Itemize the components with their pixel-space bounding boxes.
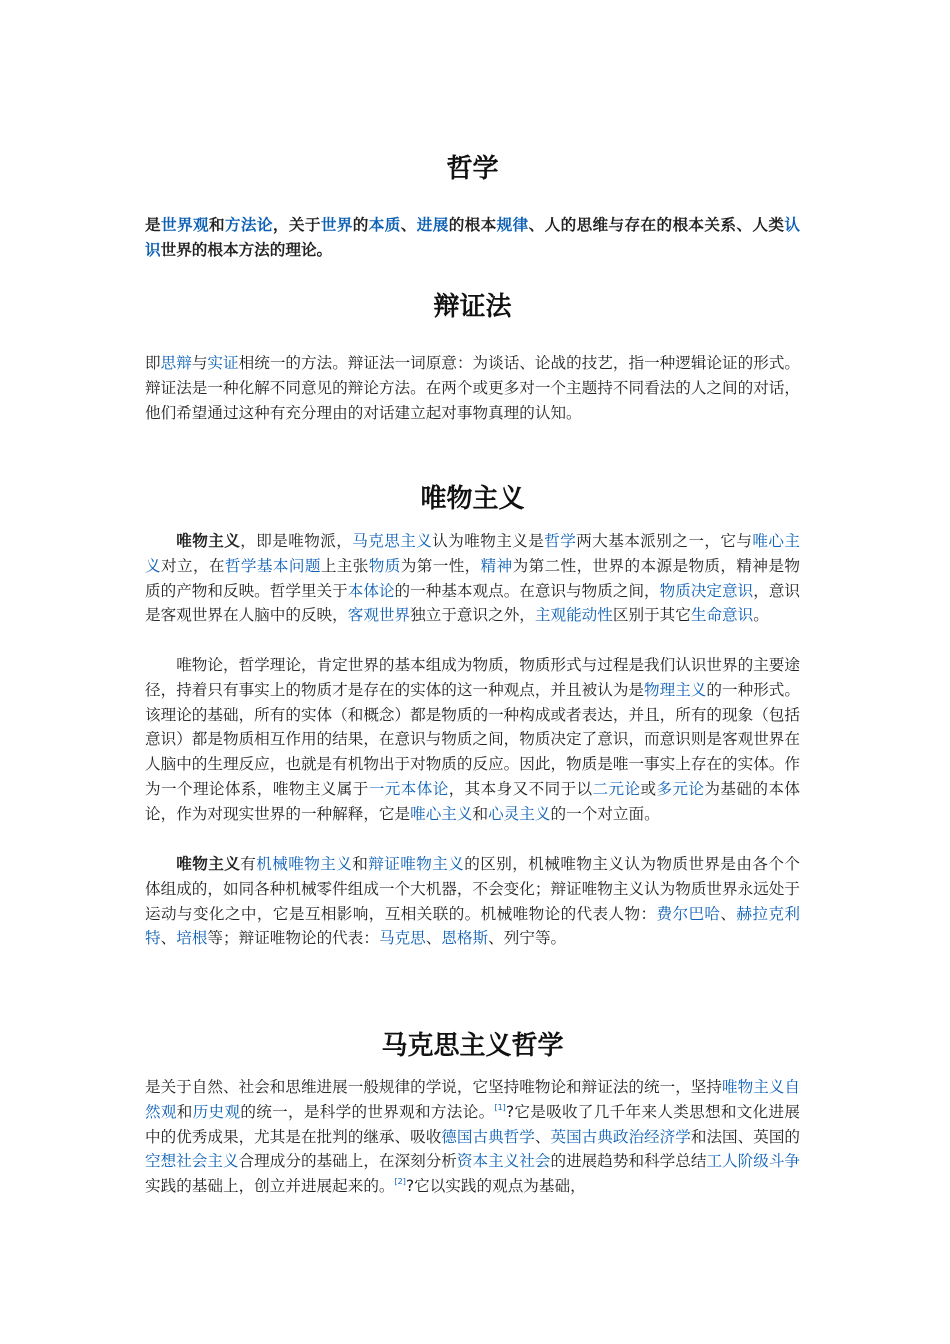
inline-link[interactable]: 世界 — [320, 216, 353, 234]
inline-link[interactable]: 德国古典哲学 — [441, 1127, 535, 1146]
text-run: ，关于 — [272, 216, 321, 234]
text-run: 上主张 — [320, 556, 369, 575]
inline-link[interactable]: 物质决定意识 — [659, 581, 754, 600]
inline-link[interactable]: 多元论 — [656, 779, 705, 798]
text-run: 合理成分的基础上，在深刻分析 — [238, 1152, 457, 1171]
inline-link[interactable]: 实证 — [207, 354, 239, 372]
text-run: 的一个对立面。 — [550, 804, 660, 823]
inline-link[interactable]: 认识 — [145, 216, 800, 259]
text-run: 的区别，机械唯物主义认为物质世界是由各个个体组成的，如同各种机械零件组成一个大机器，不会变化；辩证唯物主义认为物质世界永远处于运动与变化之中，它是互相影响，互相关联的。机械唯物论的代表人物： — [145, 855, 800, 923]
inline-link[interactable]: 资本主义社会 — [456, 1152, 551, 1171]
text-run: 相统一的方法。辩证法一词原意：为谈话、论战的技艺，指一种逻辑论证的形式。辩证法是一种化解不同意见的辩论方法。在两个或更多对一个主题持不同看法的人之间的对话，他们希望通过这种有充分理由的对话建立起对事物真理的认知。 — [145, 354, 801, 422]
inline-link[interactable]: 生命意识 — [690, 606, 754, 625]
text-run: 的一种基本观点。在意识与物质之间， — [394, 581, 660, 600]
text-run: 实践的基础上，创立并进展起来的。 — [145, 1177, 395, 1196]
inline-link[interactable]: 历史观 — [192, 1102, 241, 1121]
inline-link[interactable]: 培根 — [176, 929, 208, 948]
text-run: 是 — [145, 216, 161, 234]
paragraph-materialism-1 — [145, 529, 800, 628]
inline-link[interactable]: 方法论 — [224, 216, 273, 234]
text-run: 的 — [352, 216, 369, 234]
inline-link[interactable]: 规律 — [496, 216, 529, 234]
text-run: 。 — [753, 606, 769, 625]
inline-link[interactable]: 唯物主义自然观 — [145, 1078, 800, 1121]
inline-link[interactable]: 物理主义 — [644, 680, 707, 699]
inline-link[interactable]: 二元论 — [592, 779, 641, 798]
inline-link[interactable]: 唯心主义 — [410, 804, 473, 823]
text-run: 为第二性，世界的本源是物质，精神是物质的产物和反映。哲学里关于 — [145, 556, 800, 600]
inline-link[interactable]: 本质 — [368, 216, 401, 234]
text-run: 、 — [534, 1127, 551, 1146]
text-run: ?它以实践的观点为基础， — [405, 1177, 586, 1196]
text-run: 有 — [240, 855, 257, 873]
heading-philosophy: 哲学 — [446, 154, 499, 184]
paragraph-philosophy-definition — [145, 213, 800, 263]
inline-link[interactable]: 哲学基本问题 — [224, 556, 321, 575]
text-run: 等；辩证唯物论的代表： — [207, 929, 379, 948]
inline-link[interactable]: 工人阶级斗争 — [706, 1152, 801, 1171]
citation-ref[interactable]: [1] — [494, 1102, 506, 1112]
text-run: 的统一，是科学的世界观和方法论。 — [240, 1102, 495, 1121]
text-run: 与 — [191, 354, 208, 372]
paragraph-materialism-2 — [145, 653, 800, 827]
text-run: 为基础的本体论，作为对现实世界的一种解释，它是 — [145, 779, 800, 823]
citation-ref[interactable]: [2] — [394, 1177, 406, 1187]
text-run: 或 — [640, 779, 657, 798]
text-run: 和 — [176, 1102, 193, 1121]
text-run: 是关于自然、社会和思维进展一般规律的学说，它坚持唯物论和辩证法的统一，坚持 — [145, 1078, 722, 1096]
inline-link[interactable]: 物质 — [368, 556, 401, 575]
text-run: 和法国、英国的 — [690, 1127, 801, 1146]
inline-link[interactable]: 哲学 — [544, 532, 577, 550]
text-run: 、人的思维与存在的根本关系、人类 — [528, 216, 785, 234]
paragraph-materialism-3 — [145, 852, 800, 951]
inline-link[interactable]: 马克思主义 — [352, 532, 433, 550]
inline-link[interactable]: 心灵主义 — [488, 804, 551, 823]
text-run: 的一种形式。该理论的基础，所有的实体（和概念）都是物质的一种构成或者表达，并且，所有的现象（包括意识）都是物质相互作用的结果，在意识与物质之间，物质决定了意识，而意识则是客观世界在人脑中的生理反应，也就是有机物出于对物质的反应。因此，物质是唯一事实上存在的实体。作为一个理论体系，唯物主义属于 — [145, 680, 800, 798]
text-run: 独立于意识之外， — [410, 606, 535, 625]
inline-link[interactable]: 主观能动性 — [534, 606, 613, 625]
text-run: 认为唯物主义是 — [432, 532, 545, 550]
inline-link[interactable]: 马克思 — [378, 929, 426, 948]
text-run: 的进展趋势和科学总结 — [550, 1152, 707, 1171]
text-run: 对立，在 — [160, 556, 225, 575]
inline-link[interactable]: 世界观 — [160, 216, 209, 234]
heading-marxist-philosophy: 马克思主义哲学 — [381, 1031, 564, 1061]
text-run: 两大基本派别之一，它与 — [576, 532, 753, 550]
text-run: ，意识是客观世界在人脑中的反映， — [145, 581, 801, 625]
heading-dialectics: 辩证法 — [433, 292, 512, 322]
heading-materialism: 唯物主义 — [420, 484, 525, 514]
text-run: 、 — [400, 216, 417, 234]
text-run: ?它是吸收了几千年来人类思想和文化进展中的优秀成果，尤其是在批判的继承、吸收 — [145, 1102, 800, 1146]
inline-link[interactable]: 进展 — [416, 216, 449, 234]
inline-link[interactable]: 英国古典政治经济学 — [550, 1127, 691, 1146]
paragraph-marxist-philosophy — [145, 1075, 800, 1199]
inline-link[interactable]: 机械唯物主义 — [256, 855, 353, 873]
inline-link[interactable]: 唯心主义 — [145, 532, 800, 575]
text-run: 区别于其它 — [612, 606, 691, 625]
inline-link[interactable]: 精神 — [480, 556, 513, 575]
inline-link[interactable]: 辩证唯物主义 — [368, 855, 465, 873]
text-run: 世界的根本方法的理论。 — [160, 240, 333, 259]
inline-link[interactable]: 一元本体论 — [368, 779, 449, 798]
bold-term: 唯物主义 — [176, 532, 241, 550]
text-run: 即 — [145, 354, 161, 372]
text-run: 的根本 — [448, 216, 497, 234]
text-run: 和 — [208, 216, 225, 234]
inline-link[interactable]: 费尔巴哈 — [656, 904, 721, 923]
text-run: ，即是唯物派， — [240, 532, 353, 550]
text-run: 、列宁等。 — [488, 929, 567, 948]
inline-link[interactable]: 本体论 — [347, 581, 395, 600]
inline-link[interactable]: 恩格斯 — [441, 929, 489, 948]
paragraph-dialectics — [145, 351, 800, 425]
bold-term: 唯物主义 — [176, 855, 241, 873]
inline-link[interactable]: 思辩 — [160, 354, 192, 372]
text-run: 为第一性， — [400, 556, 481, 575]
text-run: 和 — [472, 804, 489, 823]
text-run: 唯物论，哲学理论，肯定世界的基本组成为物质，物质形式与过程是我们认识世界的主要途径，持着只有事实上的物质才是存在的实体的这一种观点，并且被认为是 — [145, 656, 800, 699]
text-run: 、 — [720, 904, 737, 923]
text-run: ，其本身又不同于以 — [448, 779, 593, 798]
inline-link[interactable]: 客观世界 — [347, 606, 411, 625]
inline-link[interactable]: 空想社会主义 — [145, 1152, 239, 1171]
inline-link[interactable]: 赫拉克利特 — [145, 904, 800, 948]
text-run: 和 — [352, 855, 369, 873]
text-run: 、 — [425, 929, 442, 948]
text-run: 、 — [160, 929, 177, 948]
